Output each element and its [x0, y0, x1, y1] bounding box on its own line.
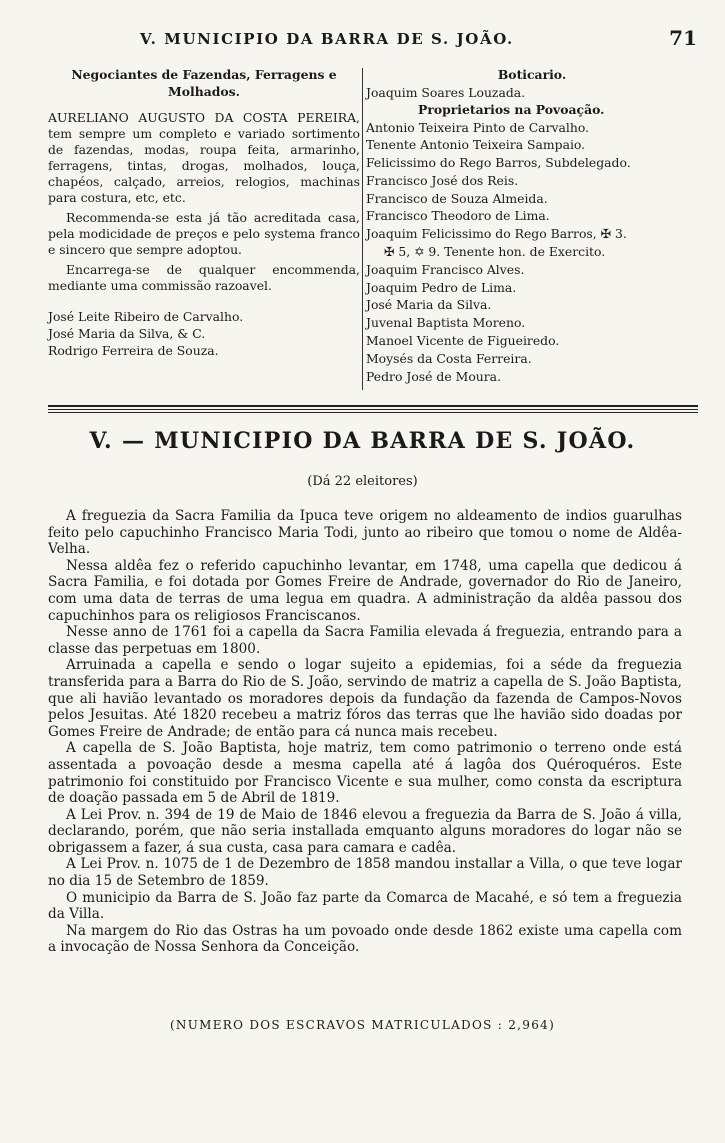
left-column [48, 66, 360, 359]
section-title: V. — MUNICIPIO DA BARRA DE S. JOÃO. [89, 428, 636, 454]
owners-heading: Proprietarios na Povoação. [418, 102, 605, 117]
firm-paragraph: AURELIANO AUGUSTO DA COSTA PEREIRA, tem sempre um completo e variado sortimento de fazendas, modas, roupa feita, armarinho, ferragens, tintas, drogas, molhados, louça, chapéos, calçado, arreios, relogios, machinas para costura, etc, etc. [48, 110, 360, 205]
list-item: Pedro José de Moura. [366, 368, 502, 384]
list-item: Juvenal Baptista Moreno. [366, 315, 526, 331]
page-number: 71 [669, 26, 697, 50]
rule-line [48, 412, 698, 413]
list-item: Joaquim Felicissimo do Rego Barros, ✠ 3. [366, 226, 627, 242]
list-item: José Leite Ribeiro de Carvalho. [48, 309, 244, 324]
list-item: Rodrigo Ferreira de Souza. [48, 343, 219, 358]
body-paragraph: A freguezia da Sacra Familia da Ipuca teve origem no aldeamento de indios guarulhas feito pelo capuchinho Francisco Maria Todi, junto ao ribeiro que tomou o nome de Aldêa-Velha. [48, 508, 682, 558]
body-text [48, 508, 682, 956]
owners-list [366, 119, 698, 386]
list-item: Francisco José dos Reis. [366, 172, 519, 188]
body-paragraph: Nessa aldêa fez o referido capuchinho levantar, em 1748, uma capella que dedicou á Sacra Familia, e foi dotada por Gomes Freire de Andrade, governador do Rio de Janeiro, com uma data de terras de uma legua em quadra. A administração da aldêa passou dos capuchinhos para os religiosos Franciscanos. [48, 557, 682, 624]
merchants-heading: Negociantes de Fazendas, Ferragens e Molhados. [71, 67, 337, 99]
list-item: ✠ 5, ✡ 9. Tenente hon. de Exercito. [384, 244, 606, 260]
body-paragraph: Nesse anno de 1761 foi a capella da Sacra Familia elevada á freguezia, entrando para a classe das perpetuas em 1800. [48, 624, 682, 657]
rule-line [48, 409, 698, 410]
slaves-count-note: (NUMERO DOS ESCRAVOS MATRICULADOS : 2,964) [169, 1018, 556, 1032]
right-column [366, 66, 698, 385]
body-paragraph: A Lei Prov. n. 1075 de 1 de Dezembro de 1858 mandou installar a Villa, o que teve logar no dia 15 de Setembro de 1859. [48, 856, 682, 890]
electors-note: (Dá 22 eleitores) [307, 474, 418, 489]
list-item: Manoel Vicente de Figueiredo. [366, 333, 560, 349]
list-item: Francisco Theodoro de Lima. [366, 208, 550, 224]
list-item: Antonio Teixeira Pinto de Carvalho. [366, 119, 590, 135]
list-item: Tenente Antonio Teixeira Sampaio. [366, 137, 586, 153]
section-rule [48, 405, 698, 415]
pharmacy-heading: Boticario. [497, 67, 567, 82]
list-item: Joaquim Pedro de Lima. [366, 279, 517, 295]
list-item: José Maria da Silva, & C. [48, 326, 206, 341]
list-item: Joaquim Francisco Alves. [366, 261, 525, 277]
recommend-paragraph: Recommenda-se esta já tão acreditada casa, pela modicidade de preços e pelo systema franco e sincero que sempre adoptou. [48, 210, 360, 257]
body-paragraph: Na margem do Rio das Ostras ha um povoado onde desde 1862 existe uma capella com a invocação de Nossa Senhora da Conceição. [48, 922, 682, 956]
list-item: José Maria da Silva. [366, 297, 492, 313]
body-paragraph: O municipio da Barra de S. João faz parte da Comarca de Macahé, e só tem a freguezia da Villa. [48, 889, 682, 923]
rule-line [48, 405, 698, 407]
column-divider [362, 68, 363, 390]
list-item: Felicissimo do Rego Barros, Subdelegado. [366, 155, 631, 171]
running-head: V. MUNICIPIO DA BARRA DE S. JOÃO. [140, 30, 514, 48]
pharmacy-name: Joaquim Soares Louzada. [366, 84, 526, 100]
list-item: Moysés da Costa Ferreira. [366, 350, 532, 366]
merchant-names-list [48, 308, 360, 359]
body-paragraph: A capella de S. João Baptista, hoje matriz, tem como patrimonio o terreno onde está assentada a povoação desde a mesma capella até á lagôa dos Quéroquéros. Este patrimonio foi constituido por Francisco Vicente e sua mulher, como consta da escriptura de doação passada em 5 de Abril de 1819. [48, 740, 682, 807]
body-paragraph: Arruinada a capella e sendo o logar sujeito a epidemias, foi a séde da freguezia transferida para a Barra do Rio de S. João, servindo de matriz a capella de S. João Baptista, que ali havião levantado os moradores depois da fundação da fazenda de Campos-Novos pelos Jesuitas. Até 1820 recebeu a matriz fóros das terras que lhe havião sido doadas por Gomes Freire de Andrade; de então para cá nunca mais recebeu. [48, 657, 682, 740]
commission-paragraph: Encarrega-se de qualquer encommenda, mediante uma commissão razoavel. [48, 262, 360, 293]
body-paragraph: A Lei Prov. n. 394 de 19 de Maio de 1846 elevou a freguezia da Barra de S. João á villa, declarando, porém, que não seria installada emquanto alguns moradores do logar não se obrigassem a fazer, á sua custa, casa para camara e cadêa. [48, 806, 682, 856]
list-item: Francisco de Souza Almeida. [366, 190, 548, 206]
